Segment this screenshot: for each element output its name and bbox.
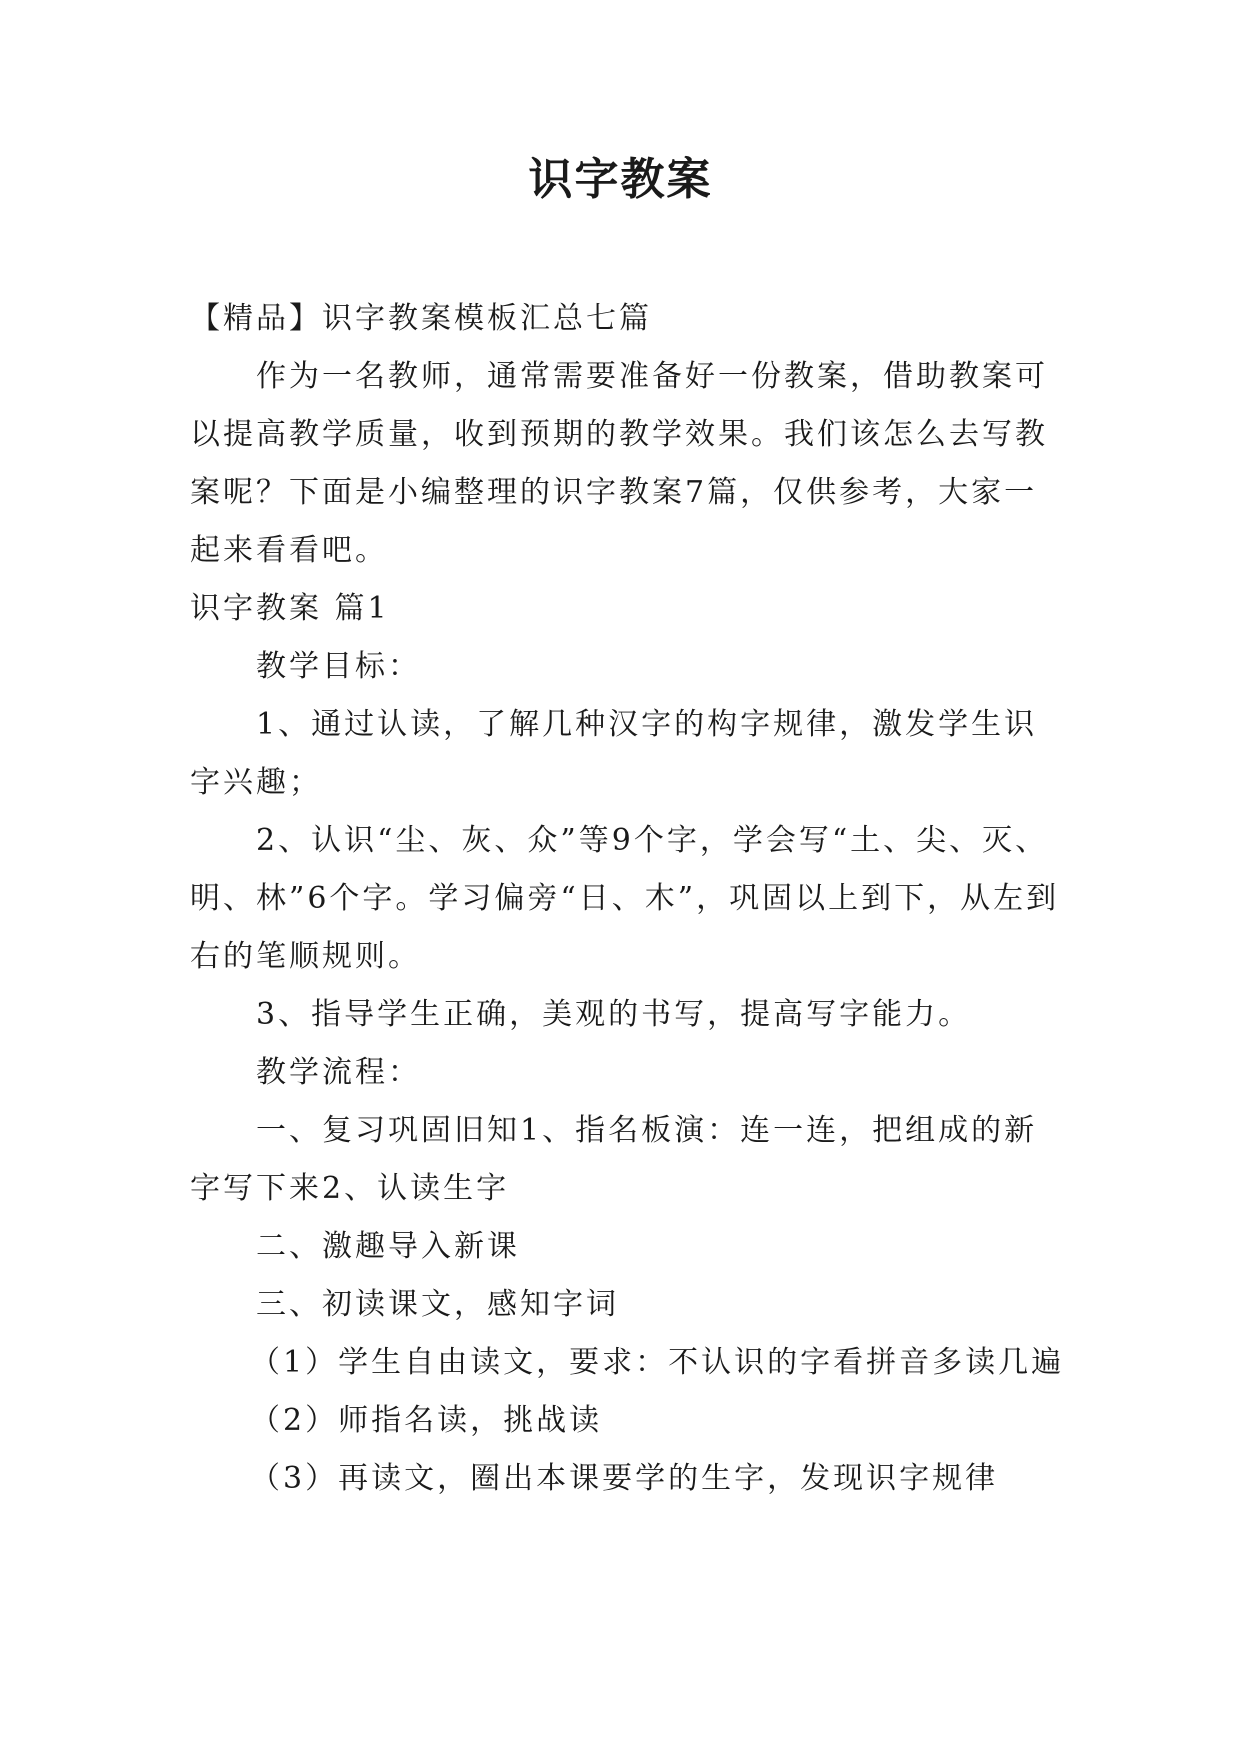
document-body <box>190 290 1070 1508</box>
process-step-2: 二、激趣导入新课 <box>256 1229 520 1264</box>
process-substep-2: （2）师指名读，挑战读 <box>250 1403 603 1438</box>
goal-item-3: 3、指导学生正确，美观的书写，提高写字能力。 <box>256 997 972 1032</box>
intro-paragraph: 作为一名教师，通常需要准备好一份教案，借助教案可以提高教学质量，收到预期的教学效果。我们该怎么去写教案呢？下面是小编整理的识字教案7篇，仅供参考，大家一起来看看吧。 <box>190 359 1048 568</box>
process-heading: 教学流程： <box>256 1055 421 1090</box>
process-substep-1: （1）学生自由读文，要求：不认识的字看拼音多读几遍 <box>250 1345 1065 1380</box>
document-title: 识字教案 <box>528 154 713 205</box>
goal-item-2: 2、认识“尘、灰、众”等9个字，学会写“土、尖、灭、明、林”6个字。学习偏旁“日、木”，巩固以上到下，从左到右的笔顺规则。 <box>190 823 1060 974</box>
process-step-3: 三、初读课文，感知字词 <box>256 1287 619 1322</box>
subtitle-line: 【精品】识字教案模板汇总七篇 <box>190 301 652 336</box>
goals-heading: 教学目标： <box>256 649 421 684</box>
goal-item-1: 1、通过认读，了解几种汉字的构字规律，激发学生识字兴趣； <box>190 707 1038 800</box>
process-substep-3: （3）再读文，圈出本课要学的生字，发现识字规律 <box>250 1461 999 1496</box>
section-heading: 识字教案 篇1 <box>190 591 390 626</box>
process-step-1: 一、复习巩固旧知1、指名板演：连一连，把组成的新字写下来2、认读生字 <box>190 1113 1038 1206</box>
